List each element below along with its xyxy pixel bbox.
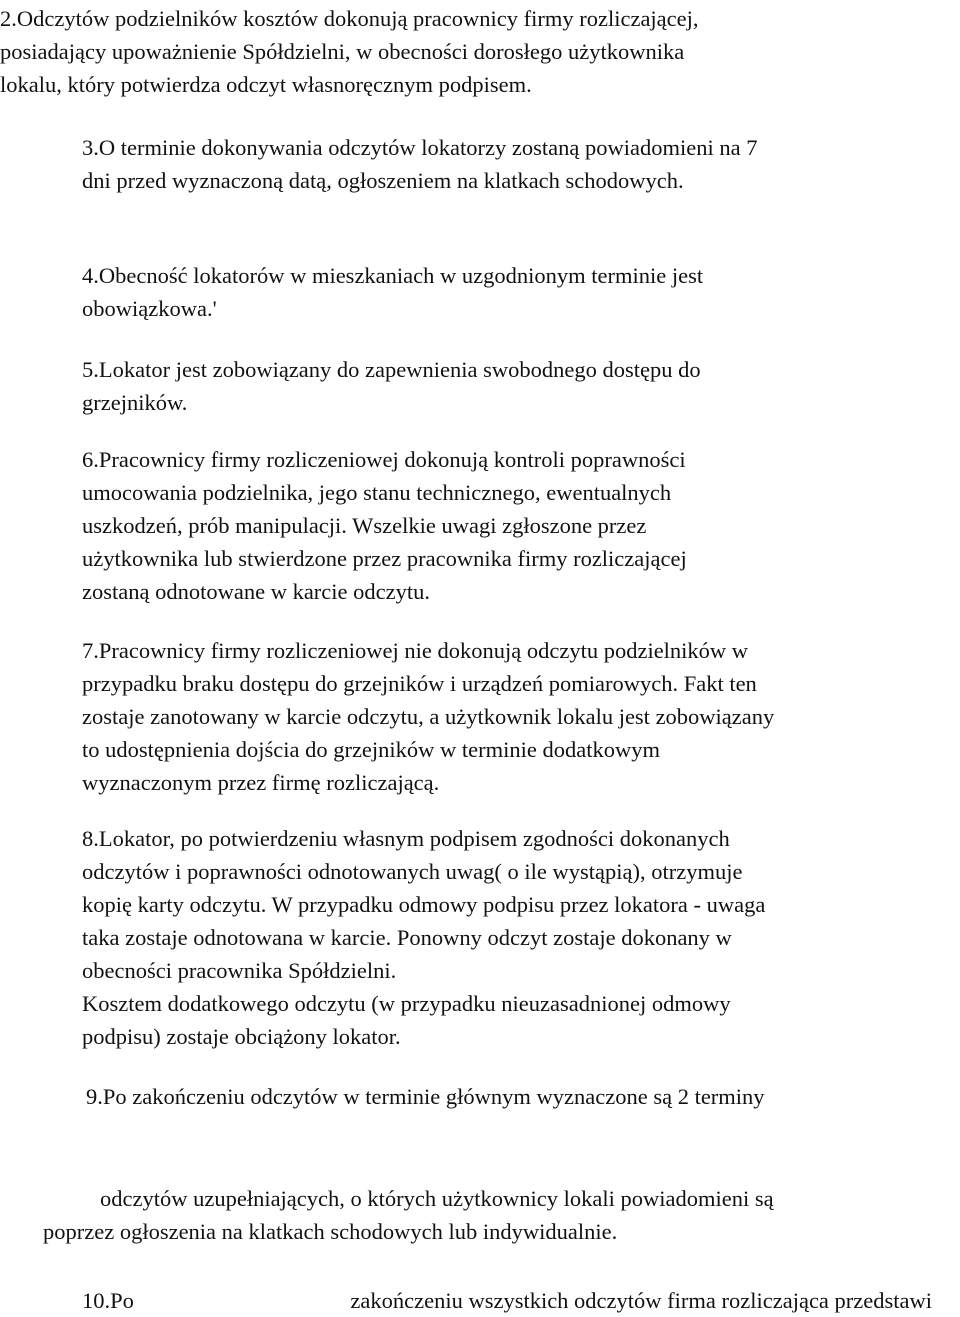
paragraph-9 xyxy=(86,1080,765,1113)
text-line: 9.Po zakończeniu odczytów w terminie głównym wyznaczone są 2 terminy xyxy=(86,1084,765,1109)
text-line: to udostępnienia dojścia do grzejników w terminie dodatkowym xyxy=(82,737,661,762)
text-line: lokalu, który potwierdza odczyt własnoręcznym podpisem. xyxy=(0,72,532,97)
text-line: zostaną odnotowane w karcie odczytu. xyxy=(82,579,430,604)
paragraph-6 xyxy=(82,443,687,608)
text-line: zostaje zanotowany w karcie odczytu, a użytkownik lokalu jest zobowiązany xyxy=(82,704,775,729)
text-line: 3.O terminie dokonywania odczytów lokatorzy zostaną powiadomieni na 7 xyxy=(82,135,758,160)
text-line: przypadku braku dostępu do grzejników i urządzeń pomiarowych. Fakt ten xyxy=(82,671,757,696)
text-line: Kosztem dodatkowego odczytu (w przypadku nieuzasadnionej odmowy xyxy=(82,991,731,1016)
text-line: 2.Odczytów podzielników kosztów dokonują pracownicy firmy rozliczającej, xyxy=(0,6,699,31)
text-line: użytkownika lub stwierdzone przez pracownika firmy rozliczającej xyxy=(82,546,687,571)
paragraph-10 xyxy=(82,1284,932,1317)
text-line: odczytów i poprawności odnotowanych uwag( o ile wystąpią), otrzymuje xyxy=(82,859,743,884)
text-line: uszkodzeń, prób manipulacji. Wszelkie uwagi zgłoszone przez xyxy=(82,513,647,538)
text-line xyxy=(82,1284,932,1317)
paragraph-8 xyxy=(82,822,765,1053)
paragraph-9-continuation xyxy=(43,1182,774,1248)
paragraph-5 xyxy=(82,353,701,419)
text-line: 5.Lokator jest zobowiązany do zapewnienia swobodnego dostępu do xyxy=(82,357,701,382)
text-line: dni przed wyznaczoną datą, ogłoszeniem na klatkach schodowych. xyxy=(82,168,684,193)
paragraph-3 xyxy=(82,131,757,197)
text-line: obecności pracownika Spółdzielni. xyxy=(82,958,397,983)
text-line: kopię karty odczytu. W przypadku odmowy podpisu przez lokatora - uwaga xyxy=(82,892,766,917)
text-line: grzejników. xyxy=(82,390,188,415)
paragraph-7 xyxy=(82,634,774,799)
paragraph-text: zakończeniu wszystkich odczytów firma rozliczająca przedstawi xyxy=(350,1288,932,1313)
text-line: 4.Obecność lokatorów w mieszkaniach w uzgodnionym terminie jest xyxy=(82,263,704,288)
text-line: odczytów uzupełniających, o których użytkownicy lokali powiadomieni są xyxy=(100,1186,774,1211)
paragraph-number: 10.Po xyxy=(82,1288,134,1313)
text-line: wyznaczonym przez firmę rozliczającą. xyxy=(82,770,440,795)
text-line: 7.Pracownicy firmy rozliczeniowej nie dokonują odczytu podzielników w xyxy=(82,638,749,663)
text-line: umocowania podzielnika, jego stanu technicznego, ewentualnych xyxy=(82,480,672,505)
text-line: 6.Pracownicy firmy rozliczeniowej dokonują kontroli poprawności xyxy=(82,447,686,472)
text-line: posiadający upoważnienie Spółdzielni, w obecności dorosłego użytkownika xyxy=(0,39,685,64)
text-line: poprzez ogłoszenia na klatkach schodowych lub indywidualnie. xyxy=(43,1219,618,1244)
paragraph-4 xyxy=(82,259,703,325)
text-line: obowiązkowa.' xyxy=(82,296,217,321)
text-line: podpisu) zostaje obciążony lokator. xyxy=(82,1024,401,1049)
text-line: taka zostaje odnotowana w karcie. Ponowny odczyt zostaje dokonany w xyxy=(82,925,732,950)
paragraph-2 xyxy=(0,2,699,101)
text-line: 8.Lokator, po potwierdzeniu własnym podpisem zgodności dokonanych xyxy=(82,826,730,851)
